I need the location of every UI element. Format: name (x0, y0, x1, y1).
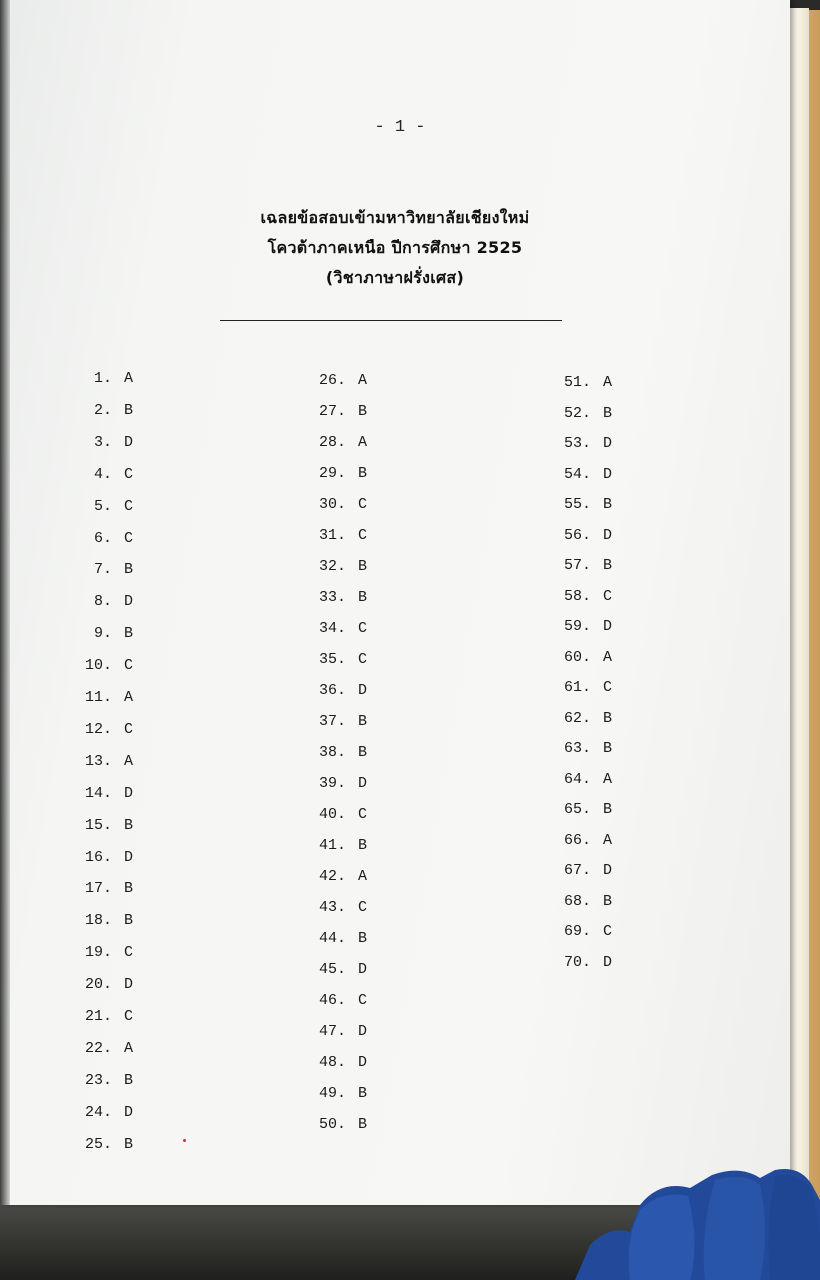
answer-letter: D (603, 953, 613, 971)
answer-letter: C (603, 587, 613, 605)
question-number: 40. (318, 806, 346, 823)
answer-letter: D (124, 848, 134, 866)
answer-letter: B (603, 892, 613, 910)
answer-letter: B (603, 740, 613, 757)
answer-letter: B (603, 709, 613, 727)
answer-letter: A (603, 648, 613, 666)
answer-letter: B (358, 589, 368, 606)
question-number: 63. (563, 740, 591, 757)
question-number: 68. (563, 892, 591, 910)
question-number: 11. (84, 689, 112, 706)
question-number: 38. (318, 744, 346, 761)
answer-letter: B (124, 625, 134, 643)
question-number: 17. (84, 880, 112, 898)
answer-letter: C (358, 899, 368, 916)
answer-letter: D (603, 618, 613, 635)
answer-letter: B (603, 801, 613, 818)
answer-letter: B (603, 557, 613, 574)
question-number: 32. (318, 558, 346, 575)
title-line-3: (วิชาภาษาฝรั่งเศส) (325, 268, 465, 287)
answer-letter: D (124, 593, 134, 611)
question-number: 70. (563, 953, 591, 971)
title-line-1: เฉลยข้อสอบเข้ามหาวิทยาลัยเชียงใหม่ (260, 208, 530, 227)
question-number: 25. (84, 1135, 112, 1153)
question-number: 64. (563, 770, 591, 788)
question-number: 60. (563, 648, 591, 666)
question-number: 33. (318, 589, 346, 606)
answer-letter: B (358, 465, 368, 482)
title-line-2: โควต้าภาคเหนือ ปีการศึกษา 2525 (267, 238, 523, 257)
question-number: 30. (318, 496, 346, 513)
answer-letter: C (358, 992, 368, 1009)
answer-letter: D (358, 961, 368, 978)
answer-letter: A (124, 1039, 134, 1057)
question-number: 6. (93, 529, 112, 547)
answer-letter: D (603, 435, 613, 452)
question-number: 54. (563, 465, 591, 483)
answer-letter: A (603, 831, 613, 849)
answer-letter: B (124, 816, 134, 834)
question-number: 8. (93, 593, 112, 611)
question-number: 56. (563, 526, 591, 544)
answer-letter: D (603, 862, 613, 879)
question-number: 4. (93, 465, 112, 483)
question-number: 12. (84, 720, 112, 738)
answer-letter: D (603, 465, 613, 483)
question-number: 13. (84, 752, 112, 770)
answer-letter: B (124, 880, 134, 898)
page-number: - 1 - (374, 118, 426, 137)
question-number: 2. (93, 401, 112, 419)
answer-letter: C (124, 465, 134, 483)
answer-letter: D (358, 682, 368, 699)
answer-letter: D (124, 1103, 134, 1121)
question-number: 39. (318, 775, 346, 792)
question-number: 55. (563, 496, 591, 513)
question-number: 49. (318, 1085, 346, 1102)
question-number: 43. (318, 899, 346, 916)
answer-letter: A (124, 689, 134, 706)
answer-letter: B (124, 1135, 134, 1153)
question-number: 19. (84, 944, 112, 962)
answer-letter: C (358, 620, 368, 637)
answer-letter: D (603, 526, 613, 544)
question-number: 44. (318, 930, 346, 947)
question-number: 21. (84, 1008, 112, 1025)
question-number: 41. (318, 837, 346, 854)
question-number: 62. (563, 709, 591, 727)
answer-letter: A (603, 770, 613, 788)
answer-letter: C (358, 496, 368, 513)
question-number: 31. (318, 527, 346, 544)
answer-letter: B (358, 930, 368, 947)
answer-letter: D (124, 976, 134, 994)
answer-letter: C (124, 720, 134, 738)
question-number: 28. (318, 434, 346, 451)
question-number: 10. (84, 657, 112, 675)
answer-letter: A (358, 372, 368, 389)
answer-letter: A (124, 370, 134, 387)
question-number: 57. (563, 557, 591, 574)
question-number: 67. (563, 862, 591, 879)
question-number: 35. (318, 651, 346, 668)
answer-letter: B (124, 561, 134, 579)
answer-letter: D (358, 1054, 368, 1071)
answer-letter: B (358, 1116, 368, 1133)
question-number: 52. (563, 404, 591, 422)
question-number: 65. (563, 801, 591, 818)
answer-letter: C (358, 806, 368, 823)
question-number: 3. (93, 433, 112, 451)
answer-letter: B (603, 496, 613, 513)
question-number: 15. (84, 816, 112, 834)
question-number: 66. (563, 831, 591, 849)
answer-letter: A (358, 868, 368, 885)
answer-letter: B (358, 744, 368, 761)
answer-letter: C (124, 497, 134, 515)
question-number: 5. (93, 497, 112, 515)
question-number: 18. (84, 912, 112, 930)
question-number: 9. (93, 625, 112, 643)
answer-letter: B (124, 912, 134, 930)
answer-letter: B (358, 1085, 368, 1102)
answer-letter: D (124, 784, 134, 802)
question-number: 42. (318, 868, 346, 885)
answer-letter: B (124, 401, 134, 419)
answer-letter: C (358, 651, 368, 668)
question-number: 61. (563, 679, 591, 696)
question-number: 58. (563, 587, 591, 605)
answer-letter: B (603, 404, 613, 422)
question-number: 24. (84, 1103, 112, 1121)
question-number: 23. (84, 1071, 112, 1089)
answer-letter: C (603, 679, 613, 696)
question-number: 20. (84, 976, 112, 994)
answer-letter: A (358, 434, 368, 451)
answer-letter: D (124, 433, 134, 451)
question-number: 37. (318, 713, 346, 730)
question-number: 16. (84, 848, 112, 866)
answer-letter: B (358, 713, 368, 730)
question-number: 59. (563, 618, 591, 635)
answer-letter: C (124, 657, 134, 675)
question-number: 14. (84, 784, 112, 802)
question-number: 53. (563, 435, 591, 452)
question-number: 46. (318, 992, 346, 1009)
question-number: 48. (318, 1054, 346, 1071)
question-number: 69. (563, 923, 591, 940)
answer-letter: C (124, 529, 134, 547)
answer-letter: C (124, 1008, 134, 1025)
question-number: 51. (563, 374, 591, 391)
question-number: 26. (318, 372, 346, 389)
answer-letter: D (358, 775, 368, 792)
answer-letter: B (358, 403, 368, 420)
question-number: 7. (93, 561, 112, 579)
question-number: 47. (318, 1023, 346, 1040)
question-number: 1. (93, 370, 112, 387)
question-number: 50. (318, 1116, 346, 1133)
answer-letter: A (603, 374, 613, 391)
answer-letter: C (603, 923, 613, 940)
answer-letter: C (124, 944, 134, 962)
question-number: 45. (318, 961, 346, 978)
question-number: 22. (84, 1039, 112, 1057)
question-number: 36. (318, 682, 346, 699)
question-number: 29. (318, 465, 346, 482)
question-number: 27. (318, 403, 346, 420)
question-number: 34. (318, 620, 346, 637)
answer-letter: A (124, 752, 134, 770)
answer-letter: B (358, 837, 368, 854)
answer-letter: C (358, 527, 368, 544)
answer-letter: B (358, 558, 368, 575)
answer-letter: D (358, 1023, 368, 1040)
answer-letter: B (124, 1071, 134, 1089)
